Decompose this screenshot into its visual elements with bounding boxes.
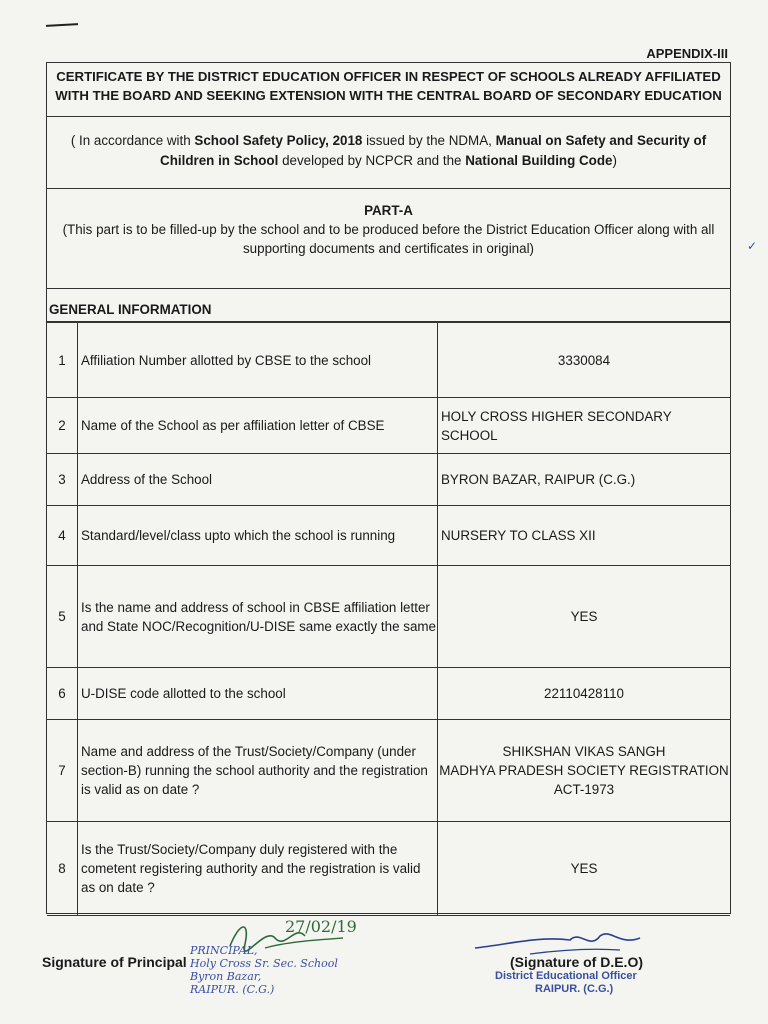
stamp-line: Holy Cross Sr. Sec. School: [190, 957, 338, 970]
row-number: 3: [47, 454, 78, 506]
part-a-section: [47, 189, 730, 289]
ref-code: National Building Code: [465, 153, 613, 168]
reference-note: [47, 117, 730, 189]
answer-line: MADHYA PRADESH SOCIETY REGISTRATION: [439, 763, 729, 778]
corner-mark: [46, 23, 78, 27]
stamp-line: RAIPUR. (C.G.): [190, 983, 275, 996]
row-question: Standard/level/class upto which the school is running: [78, 506, 438, 566]
stamp-line: Byron Bazar,: [190, 970, 262, 983]
part-a-note: (This part is to be filled-up by the school and to be produced before the District Education Officer along with all supporting documents and certificates in original): [62, 222, 715, 256]
ref-text-1: ( In accordance with: [70, 133, 195, 148]
ref-text-3: developed by NCPCR and the: [278, 153, 466, 168]
row-question: Affiliation Number allotted by CBSE to the school: [78, 323, 438, 398]
part-a-title: PART-A: [364, 203, 413, 218]
certificate-frame: [46, 62, 758, 914]
row-question: Is the Trust/Society/Company duly registered with the cometent registering authority and the registration is valid as on date ?: [78, 822, 438, 916]
answer-line: SHIKSHAN VIKAS SANGH: [502, 744, 666, 759]
answer-line: ACT-1973: [553, 782, 615, 797]
signature-row: [40, 914, 740, 1014]
principal-stamp: [190, 944, 338, 996]
table-row: [47, 668, 730, 720]
header-line-1: CERTIFICATE BY THE DISTRICT EDUCATION OFFICER IN RESPECT OF SCHOOLS ALREADY AFFILIATED: [56, 69, 721, 84]
table-row: [47, 398, 730, 454]
principal-signature-label: Signature of Principal: [42, 954, 187, 970]
table-row: [47, 454, 730, 506]
row-answer: YES: [438, 566, 731, 668]
row-number: 1: [47, 323, 78, 398]
general-info-table: [47, 322, 730, 916]
deo-stamp: [495, 970, 637, 996]
row-answer: NURSERY TO CLASS XII: [438, 506, 731, 566]
row-number: 8: [47, 822, 78, 916]
row-answer: YES: [438, 822, 731, 916]
section-title: GENERAL INFORMATION: [47, 289, 730, 322]
appendix-label: APPENDIX-III: [646, 46, 728, 61]
row-number: 4: [47, 506, 78, 566]
row-answer: [438, 720, 731, 822]
stamp-line: District Educational Officer: [495, 970, 637, 982]
principal-date: 27/02/19: [285, 917, 357, 936]
row-answer: 3330084: [438, 323, 731, 398]
row-answer: 22110428110: [438, 668, 731, 720]
deo-signature-label: (Signature of D.E.O): [510, 954, 643, 970]
table-row: [47, 822, 730, 916]
table-row: [47, 720, 730, 822]
table-row: [47, 566, 730, 668]
ref-text-4: ): [612, 153, 617, 168]
row-question: Name of the School as per affiliation letter of CBSE: [78, 398, 438, 454]
row-answer: BYRON BAZAR, RAIPUR (C.G.): [438, 454, 731, 506]
row-answer: HOLY CROSS HIGHER SECONDARY SCHOOL: [438, 398, 731, 454]
header-line-2: WITH THE BOARD AND SEEKING EXTENSION WITH THE CENTRAL BOARD OF SECONDARY EDUCATION: [55, 88, 722, 103]
row-number: 2: [47, 398, 78, 454]
ref-text-2: issued by the NDMA,: [362, 133, 496, 148]
row-question: Name and address of the Trust/Society/Company (under section-B) running the school authority and the registration is valid as on date ?: [78, 720, 438, 822]
table-row: [47, 506, 730, 566]
ref-policy: School Safety Policy, 2018: [194, 133, 363, 148]
row-number: 5: [47, 566, 78, 668]
stamp-line: PRINCIPAL,: [190, 944, 258, 957]
row-question: Is the name and address of school in CBSE affiliation letter and State NOC/Recognition/U-DISE same exactly the same: [78, 566, 438, 668]
check-mark-icon: ✓: [747, 239, 758, 253]
row-question: Address of the School: [78, 454, 438, 506]
row-number: 6: [47, 668, 78, 720]
row-number: 7: [47, 720, 78, 822]
ref-manual: Manual on Safety and Security of Children in School: [160, 133, 707, 168]
certificate-header: [47, 63, 730, 117]
row-question: U-DISE code allotted to the school: [78, 668, 438, 720]
stamp-line: RAIPUR. (C.G.): [535, 983, 614, 995]
table-row: [47, 323, 730, 398]
